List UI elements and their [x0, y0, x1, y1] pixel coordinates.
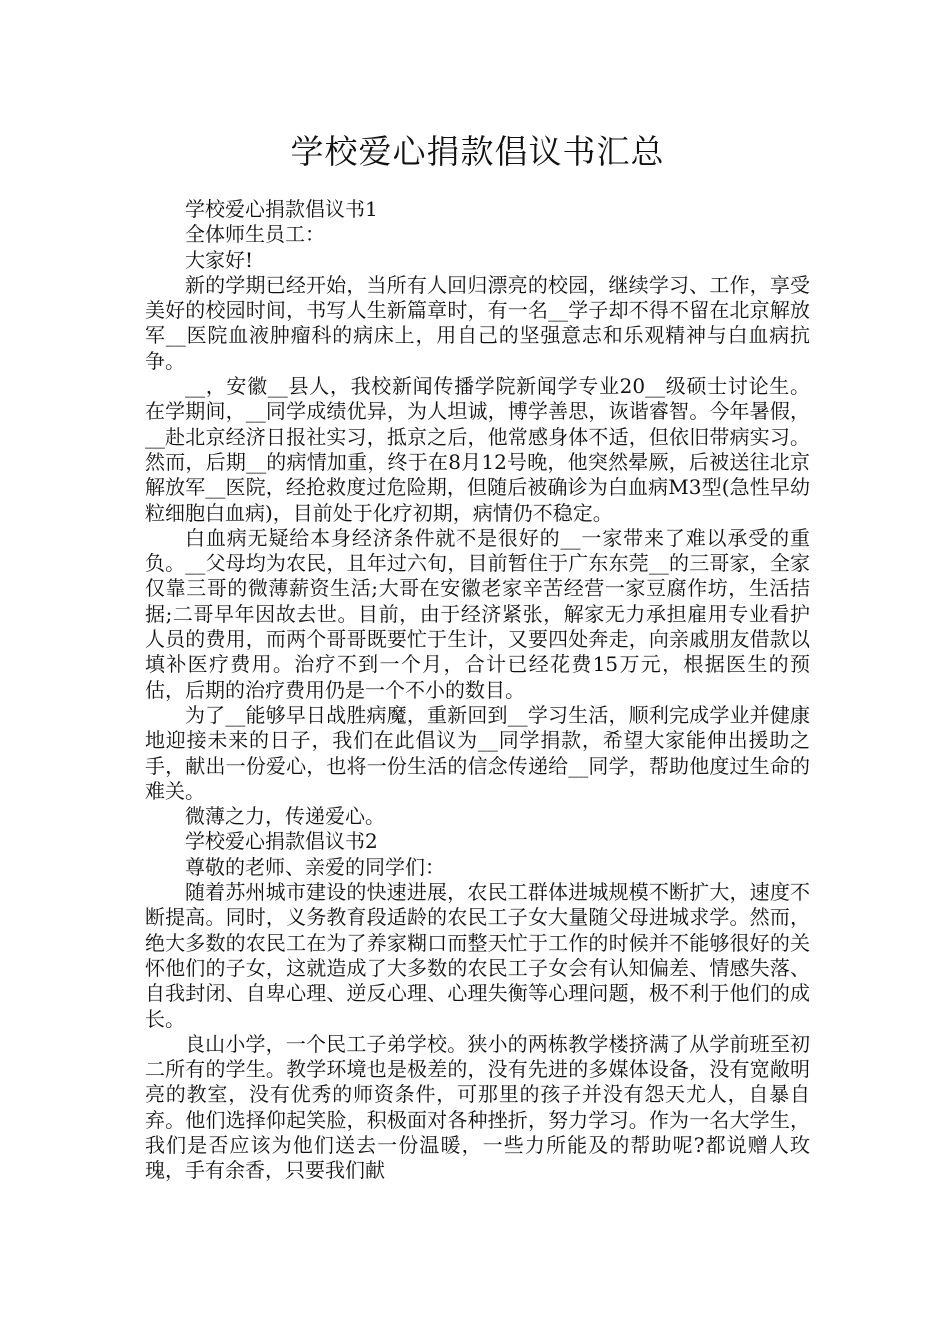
document-title: 学校爱心捐款倡议书汇总: [290, 132, 665, 171]
paragraph: 良山小学，一个民工子弟学校。狭小的两栋教学楼挤满了从学前班至初二所有的学生。教学环境也是极差的，没有先进的多媒体设备，没有宽敞明亮的教室，没有优秀的师资条件，可那里的孩子并没有怨天尤人，自暴自弃。他们选择仰起笑脸，积极面对各种挫折，努力学习。作为一名大学生，我们是否应该为他们送去一份温暖，一些力所能及的帮助呢?都说赠人玫瑰，手有余香，只要我们献: [145, 1031, 810, 1183]
paragraph: 学校爱心捐款倡议书1: [185, 197, 378, 221]
paragraph: 学校爱心捐款倡议书2: [185, 829, 378, 854]
document-body: [145, 197, 810, 1184]
paragraph: 微薄之力，传递爱心。: [185, 804, 385, 829]
paragraph: 随着苏州城市建设的快速进展，农民工群体进城规模不断扩大，速度不断提高。同时，义务教育段适龄的农民工子女大量随父母进城求学。然而，绝大多数的农民工在为了养家糊口而整天忙于工作的时候并不能够很好的关怀他们的子女，这就造成了大多数的农民工子女会有认知偏差、情感失落、自我封闭、自卑心理、逆反心理、心理失衡等心理问题，极不利于他们的成长。: [145, 880, 810, 1031]
document-page: [145, 125, 810, 1184]
paragraph: 尊敬的老师、亲爱的同学们：: [185, 854, 445, 879]
paragraph: 全体师生员工：: [185, 222, 325, 247]
paragraph: 大家好!: [185, 247, 254, 272]
paragraph: 为了__能够早日战胜病魔，重新回到__学习生活，顺利完成学业并健康地迎接未来的日子，我们在此倡议为__同学捐款，希望大家能伸出援助之手，献出一份爱心，也将一份生活的信念传递给__同学，帮助他度过生命的难关。: [145, 702, 810, 803]
paragraph: 新的学期已经开始，当所有人回归漂亮的校园，继续学习、工作，享受美好的校园时间，书写人生新篇章时，有一名__学子却不得不留在北京解放军__医院血液肿瘤科的病床上，用自己的坚强意志和乐观精神与白血病抗争。: [145, 272, 810, 373]
paragraph: __，安徽__县人，我校新闻传播学院新闻学专业20__级硕士讨论生。在学期间，__同学成绩优异，为人坦诚，博学善思，诙谐睿智。今年暑假，__赴北京经济日报社实习，抵京之后，他常感身体不适，但依旧带病实习。然而，后期__的病情加重，终于在8月12号晚，他突然晕厥，后被送往北京解放军__医院，经抢救度过危险期，但随后被确诊为白血病M3型(急性早幼粒细胞白血病)，目前处于化疗初期，病情仍不稳定。: [145, 374, 810, 525]
paragraph: 白血病无疑给本身经济条件就不是很好的__一家带来了难以承受的重负。__父母均为农民，且年过六旬，目前暂住于广东东莞__的三哥家，全家仅靠三哥的微薄薪资生活;大哥在安徽老家辛苦经营一家豆腐作坊，生活拮据;二哥早年因故去世。目前，由于经济紧张，解家无力承担雇用专业看护人员的费用，而两个哥哥既要忙于生计，又要四处奔走，向亲戚朋友借款以填补医疗费用。治疗不到一个月，合计已经花费15万元，根据医生的预估，后期的治疗费用仍是一个不小的数目。: [145, 525, 810, 702]
